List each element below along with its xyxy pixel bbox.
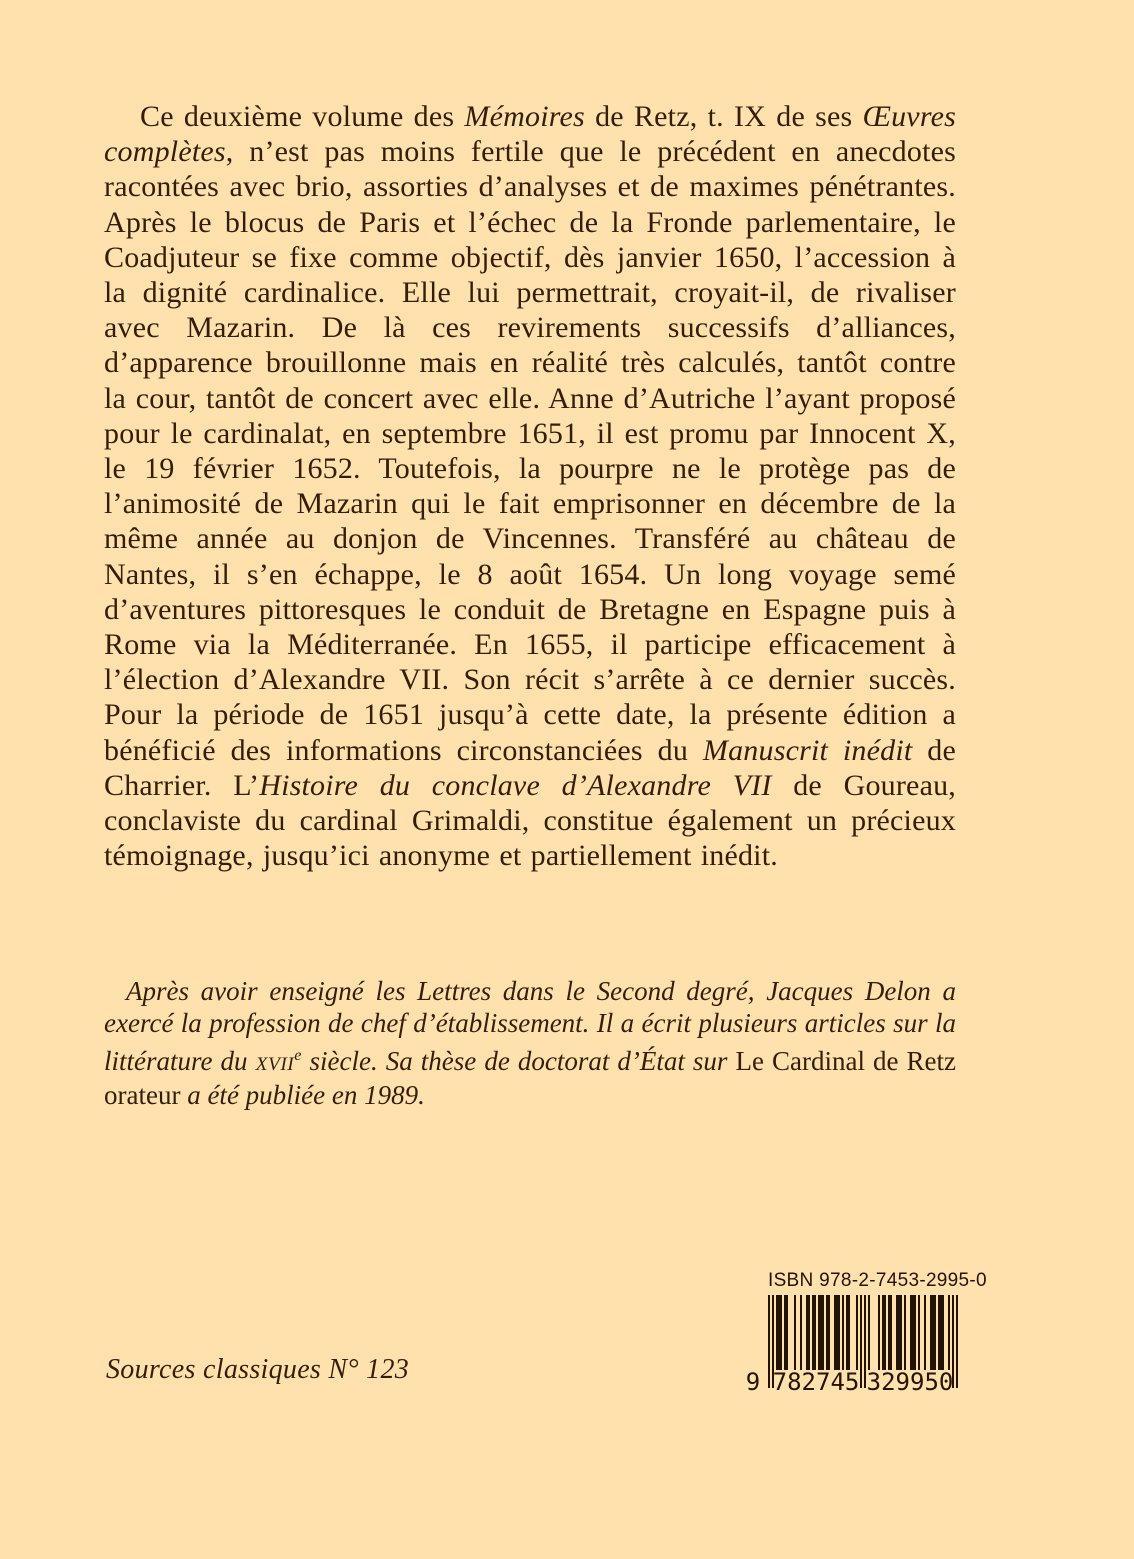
text-segment: Le Cardinal de Retz orateur xyxy=(104,1045,956,1111)
text-segment: a été publiée en 1989. xyxy=(180,1080,425,1111)
text-segment: XVII xyxy=(255,1053,295,1075)
text-segment: e xyxy=(294,1045,302,1064)
text-segment: de Retz, t. IX de ses xyxy=(584,100,863,133)
barcode-block xyxy=(745,1270,987,1398)
text-segment: Après avoir enseigné les Lettres dans le Second degré, Jacques Delon a exercé la profession de chef d’établissement. Il a écrit plusieurs articles sur la littérature du xyxy=(104,976,956,1076)
svg-text:329950: 329950 xyxy=(866,1368,954,1393)
text-segment: , n’est pas moins fertile que le précédent en anecdotes racontées avec brio, assorties d’analyses et de maximes pénétrantes. Après le blocus de Paris et l’échec de la Fronde parlementaire, le Coadjuteur se fixe comme objectif, dès janvier 1650, l’accession à la dignité cardinalice. Elle lui permettrait, croyait-il, de rivaliser avec Mazarin. De là ces revirements successifs d’alliances, d’apparence brouillonne mais en réalité très calculés, tantôt contre la cour, tantôt de concert avec elle. Anne d’Autriche l’ayant proposé pour le cardinalat, en septembre 1651, il est promu par Innocent X, le 19 février 1652. Toutefois, la pourpre ne le protège pas de l’animosité de Mazarin qui le fait emprisonner en décembre de la même année au donjon de Vincennes. Transféré au château de Nantes, il s’en échappe, le 8 août 1654. Un long voyage semé d’aventures pittoresques le conduit de Bretagne en Espagne puis à Rome via la Méditerranée. En 1655, il participe efficacement à l’élection d’Alexandre VII. Son récit s’arrête à ce dernier succès. Pour la période de 1651 jusqu’à cette date, la présente édition a bénéficié des informations circonstanciées du xyxy=(104,135,956,767)
author-bio-paragraph xyxy=(104,976,956,1112)
ean13-barcode xyxy=(745,1295,960,1393)
text-segment: siècle. Sa thèse de doctorat d’État sur xyxy=(301,1045,736,1076)
collection-label: Sources classiques N° 123 xyxy=(106,1354,410,1385)
text-segment: Œuvres complètes xyxy=(104,100,956,169)
svg-text:782745: 782745 xyxy=(772,1368,860,1393)
text-segment: de Goureau, conclaviste du cardinal Grimaldi, constitue également un précieux témoignage, jusqu’ici anonyme et partiellement inédit. xyxy=(104,768,956,873)
synopsis-paragraph xyxy=(104,99,956,873)
svg-text:9: 9 xyxy=(745,1368,761,1393)
isbn-label: ISBN 978-2-7453-2995-0 xyxy=(768,1270,987,1291)
text-segment: Histoire du conclave d’Alexandre VII xyxy=(259,768,772,802)
text-segment: de Charrier. L’ xyxy=(104,733,956,802)
text-segment: Mémoires xyxy=(464,100,585,133)
text-segment: Manuscrit inédit xyxy=(702,733,913,767)
text-segment: Ce deuxième volume des xyxy=(140,100,465,133)
